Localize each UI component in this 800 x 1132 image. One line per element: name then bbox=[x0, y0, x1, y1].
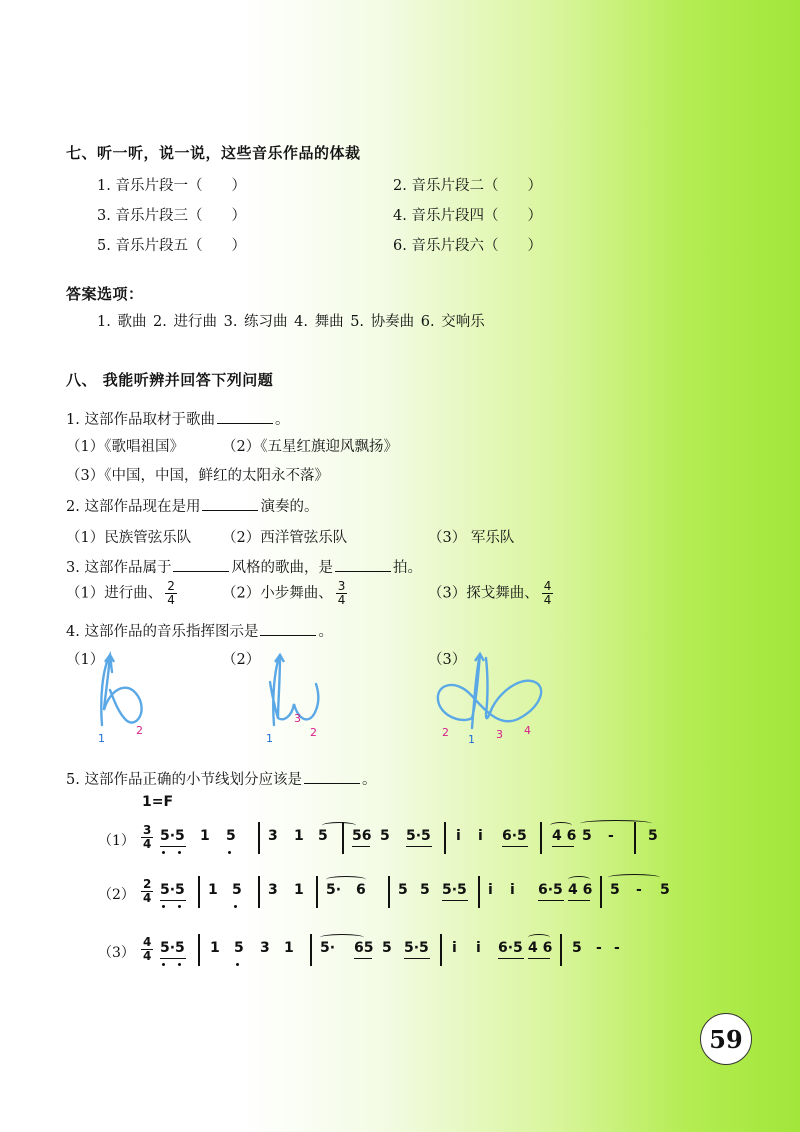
note: 5· bbox=[320, 940, 336, 956]
time-signature: $\frac{3}{4}$ bbox=[337, 579, 346, 607]
note: 5 bbox=[318, 828, 328, 844]
note: 1 bbox=[294, 882, 304, 898]
option-label: （3） bbox=[98, 945, 135, 961]
question-2-option: （1）民族管弦乐队 bbox=[66, 530, 192, 546]
time-signature: $\frac{2}{4}$ bbox=[167, 579, 175, 607]
time-signature: $\frac{4}{4}$ bbox=[143, 935, 152, 963]
section-7-item: 4. 音乐片段四（ ） bbox=[393, 208, 542, 224]
section-7-item: 6. 音乐片段六（ ） bbox=[393, 238, 542, 254]
note: 5· bbox=[326, 882, 342, 898]
barline bbox=[634, 822, 636, 854]
beat-label: 1 bbox=[468, 733, 475, 746]
time-signature: $\frac{4}{4}$ bbox=[543, 579, 552, 607]
note: 6·5 bbox=[538, 882, 563, 898]
note: 5·5 bbox=[442, 882, 467, 898]
beat-label: 2 bbox=[136, 724, 143, 737]
barline bbox=[198, 934, 200, 966]
note: 1 bbox=[208, 882, 218, 898]
note: 4 6 bbox=[568, 882, 593, 898]
note: 5 bbox=[226, 828, 236, 844]
note: i bbox=[478, 828, 483, 844]
note: - bbox=[596, 940, 602, 956]
time-signature: $\frac{3}{4}$ bbox=[143, 823, 152, 851]
answer-blank[interactable] bbox=[217, 409, 273, 424]
note: i bbox=[452, 940, 457, 956]
note: 5 bbox=[234, 940, 244, 956]
beat-label: 2 bbox=[310, 726, 317, 739]
section-8-title: 八、 我能听辨并回答下列问题 bbox=[66, 371, 274, 389]
note: - bbox=[636, 882, 642, 898]
question-3-option: （3）探戈舞曲、 $\frac{4}{4}$ bbox=[428, 579, 552, 607]
question-2-option: （3） 军乐队 bbox=[428, 530, 515, 546]
note: 5 bbox=[582, 828, 592, 844]
option-label: （2） bbox=[98, 887, 135, 903]
note: 5 bbox=[382, 940, 392, 956]
note: 6·5 bbox=[498, 940, 523, 956]
note: 5 bbox=[572, 940, 582, 956]
question-4-option-label: （2） bbox=[222, 652, 261, 668]
barline bbox=[388, 876, 390, 908]
note: 5·5 bbox=[160, 882, 185, 898]
barline bbox=[600, 876, 602, 908]
note: 5 bbox=[610, 882, 620, 898]
question-4: 4. 这部作品的音乐指挥图示是 。 bbox=[66, 620, 333, 641]
key-signature: 1=F bbox=[142, 794, 174, 810]
question-3-option: （1）进行曲、 $\frac{2}{4}$ bbox=[66, 579, 175, 607]
note: 5 bbox=[232, 882, 242, 898]
question-2-stem: 2. 这部作品现在是用 bbox=[66, 499, 201, 515]
question-1: 1. 这部作品取材于歌曲 。 bbox=[66, 408, 289, 429]
conducting-diagram-2-beat bbox=[90, 650, 160, 745]
question-1-option: （3）《中国，中国，鲜红的太阳永不落》 bbox=[66, 468, 329, 484]
note: i bbox=[488, 882, 493, 898]
answer-options-label: 答案选项： bbox=[66, 285, 144, 303]
note: 1 bbox=[200, 828, 210, 844]
barline bbox=[258, 876, 260, 908]
question-2-option: （2）西洋管弦乐队 bbox=[222, 530, 348, 546]
answer-blank[interactable] bbox=[304, 769, 360, 784]
note: 65 bbox=[354, 940, 374, 956]
barline bbox=[316, 876, 318, 908]
question-5-stem: 5. 这部作品正确的小节线划分应该是 bbox=[66, 772, 302, 788]
answer-options: 1. 歌曲 2. 进行曲 3. 练习曲 4. 舞曲 5. 协奏曲 6. 交响乐 bbox=[97, 314, 485, 330]
note: 5 bbox=[660, 882, 670, 898]
note: 5 bbox=[648, 828, 658, 844]
question-3: 3. 这部作品属于 风格的歌曲，是 拍。 bbox=[66, 556, 422, 577]
question-4-stem: 4. 这部作品的音乐指挥图示是 bbox=[66, 624, 259, 640]
beat-label: 1 bbox=[266, 732, 273, 745]
note: 3 bbox=[260, 940, 270, 956]
question-3-option: （2）小步舞曲、 $\frac{3}{4}$ bbox=[222, 579, 346, 607]
answer-blank[interactable] bbox=[260, 621, 316, 636]
time-signature: $\frac{2}{4}$ bbox=[143, 877, 152, 905]
beat-label: 4 bbox=[524, 724, 531, 737]
question-4-option-label: （1） bbox=[66, 652, 105, 668]
option-label: （1） bbox=[98, 833, 135, 849]
barline bbox=[540, 822, 542, 854]
section-7-item: 5. 音乐片段五（ ） bbox=[97, 238, 246, 254]
section-7-item: 3. 音乐片段三（ ） bbox=[97, 208, 246, 224]
question-1-stem: 1. 这部作品取材于歌曲 bbox=[66, 412, 215, 428]
note: 4 6 bbox=[528, 940, 553, 956]
notation-row bbox=[98, 874, 678, 914]
barline bbox=[560, 934, 562, 966]
note: - bbox=[614, 940, 620, 956]
note: 3 bbox=[268, 828, 278, 844]
page-number: 59 bbox=[700, 1013, 752, 1065]
beat-label: 3 bbox=[294, 712, 301, 725]
note: i bbox=[510, 882, 515, 898]
note: 3 bbox=[268, 882, 278, 898]
note: 5 bbox=[380, 828, 390, 844]
barline bbox=[440, 934, 442, 966]
note: i bbox=[476, 940, 481, 956]
note: 5·5 bbox=[404, 940, 429, 956]
answer-blank[interactable] bbox=[202, 496, 258, 511]
barline bbox=[478, 876, 480, 908]
beat-label: 1 bbox=[98, 732, 105, 745]
barline bbox=[444, 822, 446, 854]
conducting-diagram-3-beat bbox=[258, 650, 333, 745]
section-7-item: 2. 音乐片段二（ ） bbox=[393, 178, 542, 194]
notation-row bbox=[98, 820, 678, 860]
barline bbox=[258, 822, 260, 854]
question-5: 5. 这部作品正确的小节线划分应该是 。 bbox=[66, 768, 376, 789]
note: 5·5 bbox=[160, 828, 185, 844]
section-7-item: 1. 音乐片段一（ ） bbox=[97, 178, 246, 194]
question-1-option: （2）《五星红旗迎风飘扬》 bbox=[222, 439, 398, 455]
barline bbox=[198, 876, 200, 908]
conducting-path bbox=[438, 654, 541, 728]
question-4-option-label: （3） bbox=[428, 652, 467, 668]
barline bbox=[310, 934, 312, 966]
note: 1 bbox=[294, 828, 304, 844]
beat-label: 2 bbox=[442, 726, 449, 739]
note: 6·5 bbox=[502, 828, 527, 844]
notation-row bbox=[98, 932, 678, 972]
question-3-stem: 3. 这部作品属于 bbox=[66, 560, 172, 576]
note: 56 bbox=[352, 828, 372, 844]
note: 5 bbox=[420, 882, 430, 898]
note: 5·5 bbox=[406, 828, 431, 844]
note: 5 bbox=[398, 882, 408, 898]
conducting-path bbox=[101, 655, 141, 725]
note: 6 bbox=[356, 882, 366, 898]
conducting-diagram-4-beat bbox=[432, 648, 552, 746]
note: i bbox=[456, 828, 461, 844]
beat-label: 3 bbox=[496, 728, 503, 741]
note: 4 6 bbox=[552, 828, 577, 844]
note: 1 bbox=[210, 940, 220, 956]
question-2: 2. 这部作品现在是用 演奏的。 bbox=[66, 495, 318, 516]
note: - bbox=[608, 828, 614, 844]
section-7-title: 七、听一听，说一说，这些音乐作品的体裁 bbox=[66, 144, 361, 162]
question-1-option: （1）《歌唱祖国》 bbox=[66, 439, 184, 455]
note: 5·5 bbox=[160, 940, 185, 956]
note: 1 bbox=[284, 940, 294, 956]
answer-blank[interactable] bbox=[335, 557, 391, 572]
answer-blank[interactable] bbox=[173, 557, 229, 572]
